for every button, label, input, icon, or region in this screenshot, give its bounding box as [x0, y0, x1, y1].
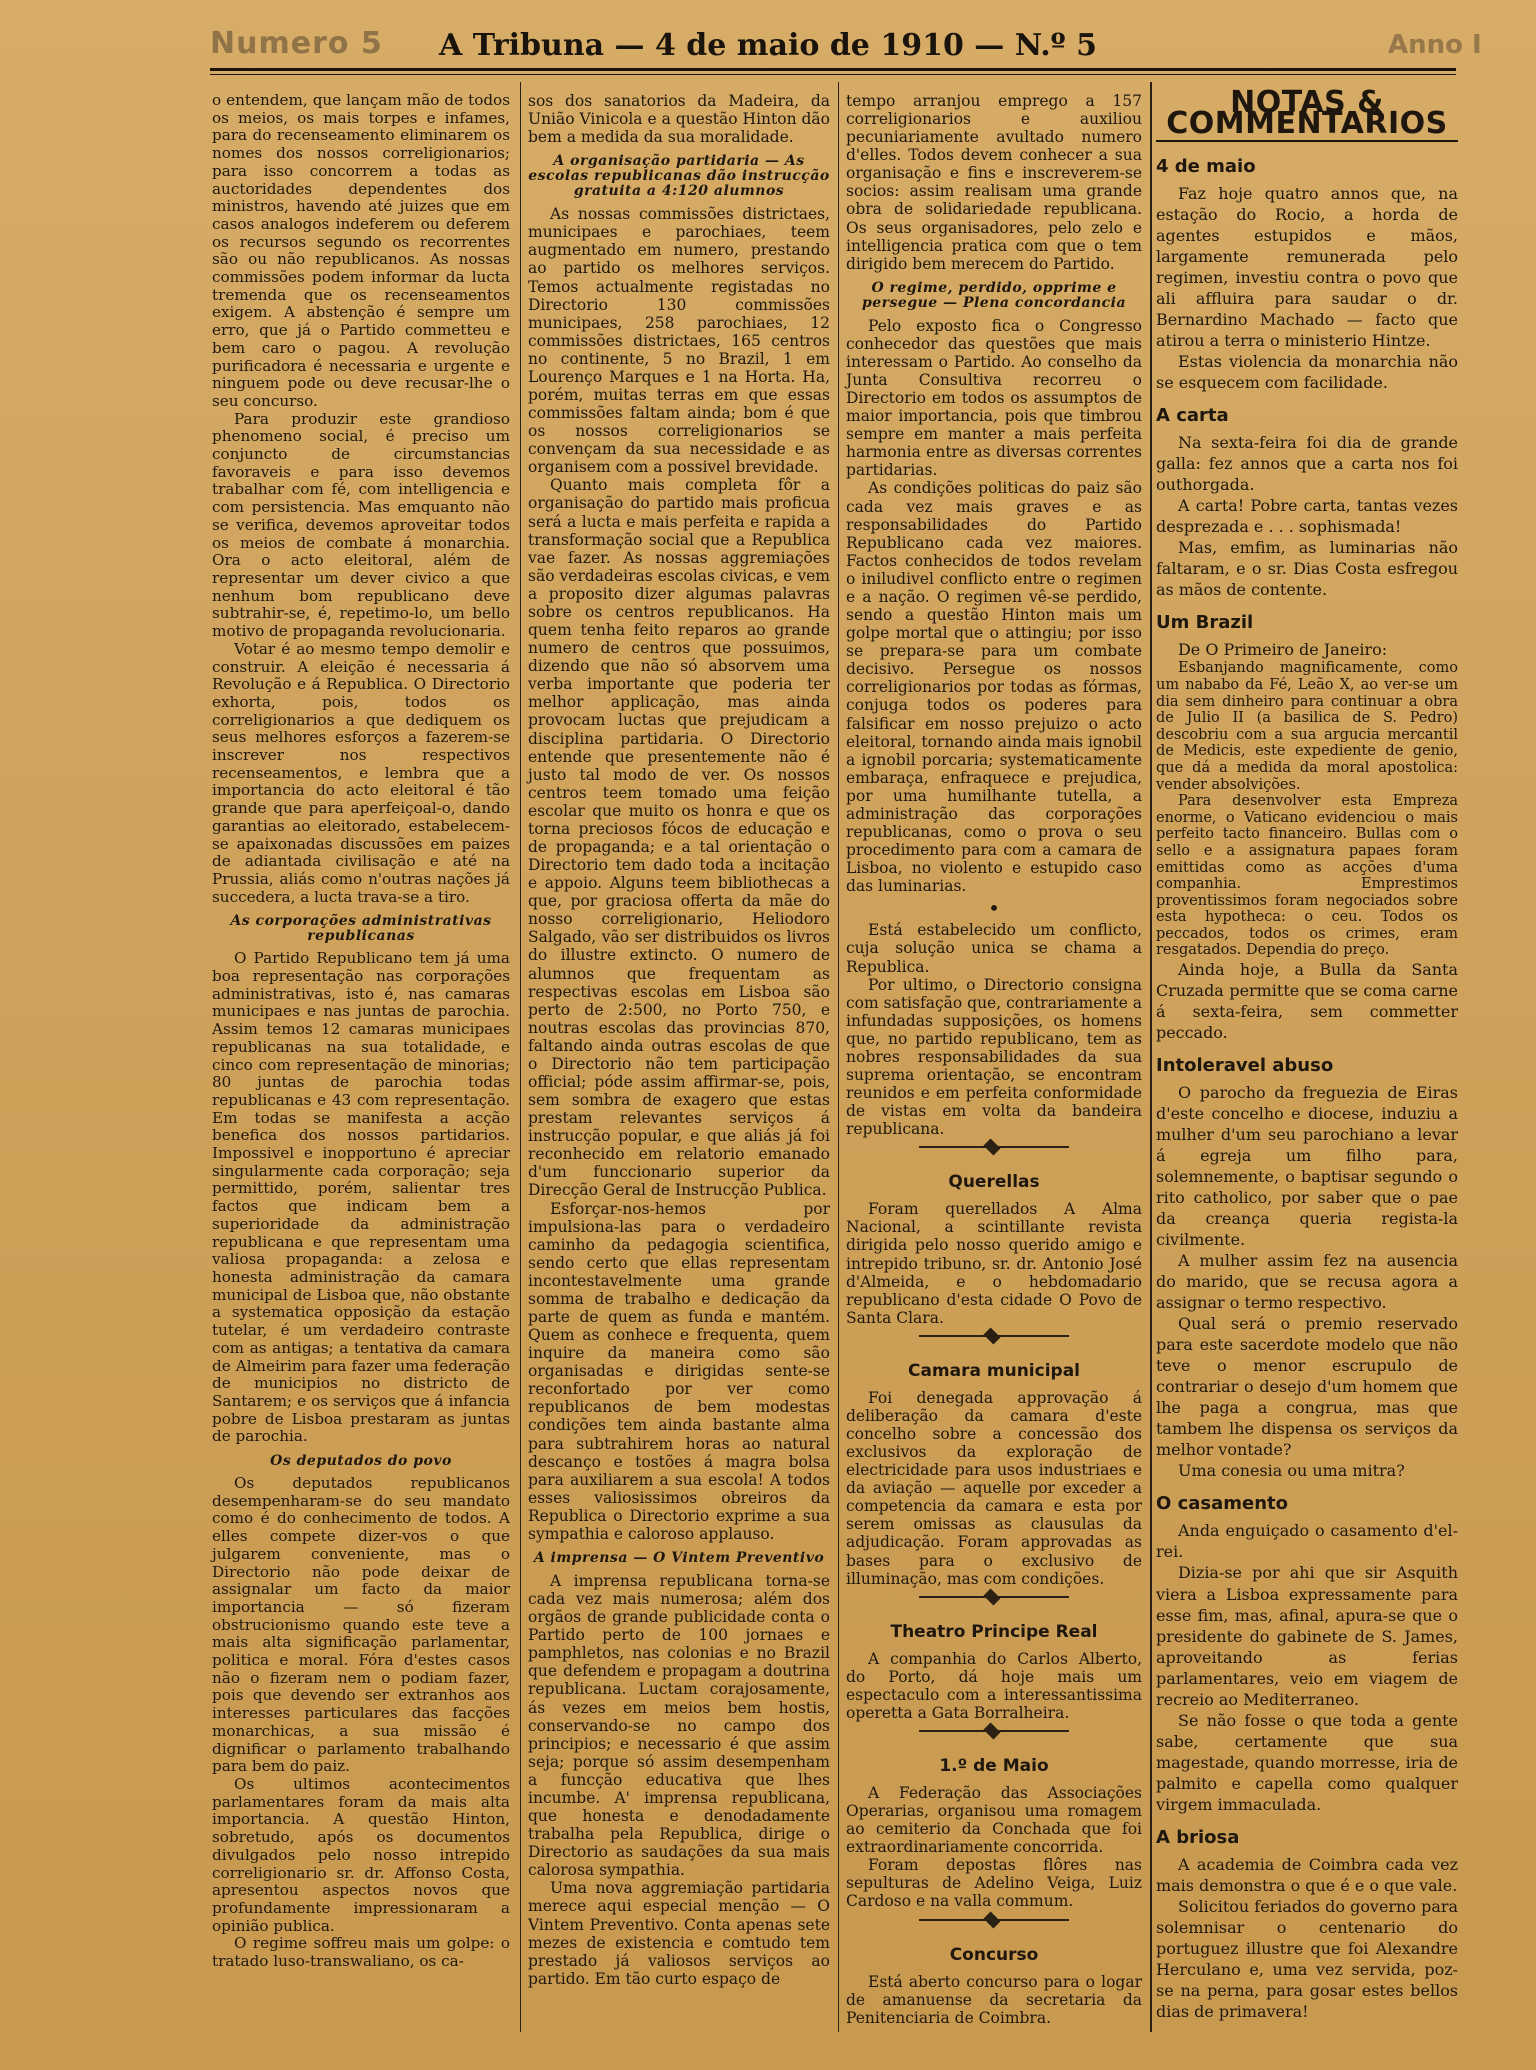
news-heading: Camara municipal [907, 1360, 1081, 1381]
note-heading: Um Brazil [1156, 612, 1254, 634]
paragraph: Se não fosse o que toda a gente sabe, certamente que sua magestade, quando morresse, iria de palmito e capella como qualquer virgem immaculada. [1156, 1710, 1458, 1814]
paragraph: Solicitou feriados do governo para solemnisar o centenario do portuguez illustre que foi Alexandre Herculano e, uma vez servida, poz-se na perna, para gosar estes bellos dias de primavera! [1156, 1896, 1458, 2021]
paragraph: tempo arranjou emprego a 157 correligionarios e auxiliou pecuniariamente avultado numero d'elles. Todos devem conhecer a sua organisação e fins e inscreverem-se socios: assim realisam uma grande obra de solidariedade republicana. Os seus organisadores, pelo zelo e intelligencia pratica com que o tem dirigido bem merecem do Partido. [846, 92, 1142, 273]
column-3 [846, 92, 1142, 2027]
paragraph: De O Primeiro de Janeiro: [1178, 640, 1388, 660]
note-heading: A briosa [1156, 1826, 1240, 1848]
paragraph: O parocho da freguezia de Eiras d'este concelho e diocese, induziu a mulher d'um seu parochiano a levar á egreja um filho para, solemnemente, o baptisar segundo o rito catholico, por saber que o pae da creança queria regista-la civilmente. [1156, 1083, 1458, 1250]
paragraph: Esforçar-nos-hemos por impulsiona-las para o verdadeiro caminho da pedagogia scientifica, sendo certo que ellas representam incontestavelmente uma grande somma de trabalho e dedicação da parte de quem as funda e mantém. Quem as conhece e frequenta, quem inquire da maneira como são organisadas e dirigidas sente-se reconfortado por ver como republicanos de bem modestas condições tem ainda bastante alma para subtrahirem horas ao natural descanço e tostões á magra bolsa para auxiliarem a sua escola! A todos esses valiosissimos obreiros da Republica o Directorio exprime a sua sympathia e caloroso applauso. [528, 1199, 830, 1543]
quoted-paragraph: Esbanjando magnificamente, como um nababo da Fé, Leão X, ao ver-se um dia sem dinheiro para continuar a obra de Julio II (a basilica de S. Pedro) descobriu com a sua argucia mercantil de Medicis, este expediente de genio, que dá a medida da moral apostolica: vender absolvições. [1156, 660, 1458, 793]
column-2 [528, 92, 830, 1988]
page-title: A Tribuna — 4 de maio de 1910 — N.º 5 [438, 28, 1097, 63]
paragraph: Pelo exposto fica o Congresso conhecedor das questões que mais interessam o Partido. Ao conselho da Junta Consultiva recorreu o Directorio em todos os assumptos de maior importancia, pois que timbrou sempre em manter a mais perfeita harmonia entre as diversas correntes partidarias. [846, 316, 1142, 480]
paragraph: Está estabelecido um conflicto, cuja solução unica se chama a Republica. [846, 921, 1142, 976]
paragraph: Mas, emfim, as luminarias não faltaram, e o sr. Dias Costa esfregou as mãos de contente. [1156, 538, 1458, 600]
year-corner: Anno I [1388, 30, 1482, 60]
paragraph: A companhia do Carlos Alberto, do Porto, dá hoje mais um espectaculo com a interessantissima operetta a Gata Borralheira. [846, 1649, 1142, 1722]
news-heading: 1.º de Maio [939, 1756, 1049, 1777]
paragraph: As nossas commissões districtaes, municipaes e parochiaes, teem augmentado em numero, prestando ao partido os melhores serviços. Temos actualmente registadas no Directorio 130 commissões municipaes, 258 parochiaes, 12 commissões districtaes, 165 centros no continente, 5 no Brazil, 1 em Lourenço Marques e 1 na Horta. Ha, porém, muitas terras em que essas commissões faltam ainda; bom é que os nossos correligionarios se convençam da sua necessidade e as organisem com a possivel brevidade. [528, 205, 830, 477]
paragraph: Uma nova aggremiação partidaria merece aqui especial menção — O Vintem Preventivo. Conta apenas sete mezes de existencia e comtudo tem prestado já valiosos serviços ao partido. Em tão curto espaço de [528, 1879, 830, 1988]
dot-divider: • [988, 896, 1000, 921]
note-heading: O casamento [1156, 1493, 1288, 1515]
paragraph: Qual será o premio reservado para este sacerdote modelo que não teve o menor escrupulo de contrariar o desejo d'um homem que lhe paga a congrua, mas que tambem lhe dispensa os serviços da melhor vontade? [1156, 1314, 1458, 1460]
paragraph: Anda enguiçado o casamento d'el-rei. [1156, 1521, 1458, 1562]
paragraph: A imprensa republicana torna-se cada vez mais numerosa; além dos orgãos de grande publicidade conta o Partido perto de 100 jornaes e pamphletos, nas colonias e no Brazil que defendem e propagam a doutrina republicana. Luctam corajosamente, ás vezes em meios bem hostis, conservando-se no campo dos principios; e necessario é que assim seja; porque só assim desempenham a funcção educativa que lhes incumbe. A' imprensa republicana, que honesta e denodadamente trabalha pela Republica, dirige o Directorio as saudações da sua mais calorosa sympathia. [528, 1572, 830, 1880]
ornament-divider [919, 1335, 1069, 1351]
column-1 [212, 92, 510, 1971]
column-4 [1156, 85, 1458, 2022]
note-heading: 4 de maio [1156, 156, 1256, 178]
paragraph: Está aberto concurso para o logar de amanuense da secretaria da Penitenciaria de Coimbra. [846, 1972, 1142, 2027]
paragraph: Dizia-se por ahi que sir Asquith viera a Lisboa expressamente para esse fim, mas, afinal, apura-se que o presidente do gabinete de S. James, aproveitando as ferias parlamentares, veio em viagem de recreio ao Mediterraneo. [1156, 1563, 1458, 1709]
paragraph: Foram querellados A Alma Nacional, a scintillante revista dirigida pelo nosso querido amigo e intrepido tribuno, sr. dr. Antonio José d'Almeida, e o hebdomadario republicano d'esta cidade O Povo de Santa Clara. [846, 1200, 1142, 1327]
news-heading: Concurso [949, 1944, 1039, 1965]
paragraph: Na sexta-feira foi dia de grande galla: fez annos que a carta nos foi outhorgada. [1156, 433, 1458, 495]
paragraph: O Partido Republicano tem já uma boa representação nas corporações administrativas, isto é, nas camaras municipaes e nas juntas de parochia. Assim temos 12 camaras municipaes republicanas na sua totalidade, e cinco com representação de minorias; 80 juntas de parochia todas republicanas e 43 com representação. Em todas se manifesta a acção benefica dos nossos partidarios. Impossivel e inopportuno é apreciar singularmente cada corporação; seja permittido, porém, salientar tres factos que indicam bem a superioridade da administração republicana e que representam uma valiosa propaganda: a zelosa e honesta administração da camara municipal de Lisboa que, não obstante a systematica opposição da estação tutelar, é um verdadeiro contraste com as antigas; a tentativa da camara de Almeirim para fazer uma federação de municipios no districto de Santarem; e os serviços que á infancia pobre de Lisboa prestaram as juntas de parochia. [212, 949, 510, 1446]
section-heading: O regime, perdido, opprime e persegue — Plena concordancia [861, 279, 1127, 311]
header-rule-thin [210, 74, 1456, 75]
section-heading: Os deputados do povo [270, 1453, 452, 1470]
section-heading: As corporações administrativas republicanas [230, 913, 492, 945]
ornament-divider [919, 1146, 1069, 1162]
note-heading: A carta [1156, 405, 1229, 427]
paragraph: Por ultimo, o Directorio consigna com satisfação que, contrariamente a infundadas supposições, os homens que, no partido republicano, tem as nobres responsabilidades da sua suprema orientação, se encontram reunidos e em perfeita conformidade de vistas em volta da bandeira republicana. [846, 975, 1142, 1139]
paragraph: o entendem, que lançam mão de todos os meios, os mais torpes e infames, para do recenseamento eliminarem os nomes dos nossos correligionarios; para isso concorrem a todas as auctoridades dependentes dos ministros, havendo até juizes que em casos analogos indeferem ou deferem os recursos segundo os recorrentes são ou não republicanos. As nossas commissões podem informar da lucta tremenda que os recenseamentos exigem. A abstenção é sempre um erro, que já o Partido commetteu e bem caro o pagou. A revolução purificadora é necessaria e urgente e ninguem pode ou deve recusar-lhe o seu concurso. [212, 91, 510, 410]
column-divider [520, 82, 521, 2032]
ornament-divider [919, 1730, 1069, 1746]
paragraph: O regime soffreu mais um golpe: o tratado luso-transwaliano, os ca- [212, 1934, 510, 1971]
issue-number-corner: Numero 5 [210, 26, 383, 61]
paragraph: Uma conesia ou uma mitra? [1178, 1461, 1405, 1481]
column-divider [838, 82, 839, 2032]
paragraph: Os ultimos acontecimentos parlamentares foram da mais alta importancia. A questão Hinton, sobretudo, após os documentos divulgados pelo nosso intrepido correligionario sr. dr. Affonso Costa, apresentou aspectos novos que profundamente impressionaram a opinião publica. [212, 1774, 510, 1935]
paragraph: A mulher assim fez na ausencia do marido, que se recusa agora a assignar o termo respectivo. [1156, 1251, 1458, 1313]
paragraph: Quanto mais completa fôr a organisação do partido mais proficua será a lucta e mais perfeita e rapida a transformação social que a Republica vae fazer. As nossas aggremiações são verdadeiras escolas civicas, e vem a proposito dizer algumas palavras sobre os centros republicanos. Ha quem tenha feito reparos ao grande numero de centros que possuimos, dizendo que não só absorvem uma verba importante que poderia ter melhor applicação, mas ainda provocam luctas que prejudicam a disciplina partidaria. O Directorio entende que presentemente não é justo tal modo de ver. Os nossos centros teem tomado uma feição escolar que muito os honra e que os torna preciosos fócos de educação e de propaganda; e a tal orientação o Directorio tem dado toda a incitação e appoio. Alguns teem bibliothecas a que, por graciosa offerta da mãe do nosso correligionario, Heliodoro Salgado, vão ser distribuidos os livros do illustre extincto. O numero de alumnos que frequentam as respectivas escolas em Lisboa são perto de 2:500, no Porto 750, e noutras escolas das provincias 870, faltando ainda outras escolas de que o Directorio não tem participação official; póde assim affirmar-se, pois, sem sombra de exagero que estas prestam relevantes serviços á instrucção popular, e que aliás já foi reconhecido em relatorio emanado d'um funccionario superior da Direcção Geral de Instrucção Publica. [528, 476, 830, 1200]
paragraph: Os deputados republicanos desempenharam-se do seu mandato como é do conhecimento de todos. A elles compete dizer-vos o que julgarem conveniente, mas o Directorio não pode deixar de assignalar um facto da maior importancia — só fizeram obstrucionismo quando este teve a mais alta significação parlamentar, politica e moral. Fóra d'estes casos não o fizeram nem o podiam fazer, pois que devendo ser extranhos aos interesses particulares das facções monarchicas, a sua missão é dignificar o parlamento trabalhando para bem do paiz. [212, 1474, 510, 1776]
column-divider [1150, 82, 1152, 2032]
masthead [0, 0, 1536, 64]
note-heading: Intoleravel abuso [1156, 1055, 1334, 1077]
paragraph: sos dos sanatorios da Madeira, da União Vinicola e a questão Hinton dão bem a medida da sua moralidade. [528, 92, 830, 147]
paragraph: As condições politicas do paiz são cada vez mais graves e as responsabilidades do Partido Republicano cada vez maiores. Factos conhecidos de todos revelam o iniludivel conflicto entre o regimen e a nação. O regimen vê-se perdido, sendo a questão Hinton mais um golpe mortal que o attingiu; por isso se prepara-se para um combate decisivo. Persegue os nossos correligionarios por todas as fórmas, conjuga todos os poderes para falsificar em nosso prejuizo o acto eleitoral, tornando ainda mais ignobil a ignobil porcaria; systematicamente embaraça, enfraquece e prejudica, por uma humilhante tutella, a administração das corporações republicanas, como o prova o seu procedimento para com a camara de Lisboa, no violento e estupido caso das luminarias. [846, 479, 1142, 896]
section-banner: NOTAS & COMMENTARIOS [1156, 92, 1458, 142]
header-rule [210, 68, 1456, 71]
paragraph: Para produzir este grandioso phenomeno social, é preciso um conjuncto de circumstancias favoraveis e para isso devemos trabalhar com fé, com intelligencia e com persistencia. Mas emquanto não se verifica, devemos aproveitar todos os meios de combate á monarchia. Ora o acto eleitoral, além de representar um dever civico a que nenhum bom republicano deve subtrahir-se, é, repetimo-lo, um bello motivo de propaganda revolucionaria. [212, 409, 510, 641]
paragraph: Ainda hoje, a Bulla da Santa Cruzada permitte que se coma carne á sexta-feira, sem commetter peccado. [1156, 960, 1458, 1043]
paragraph: Foram depostas flôres nas sepulturas de Adelino Veiga, Luiz Cardoso e na valla commum. [846, 1856, 1142, 1911]
news-heading: Querellas [948, 1172, 1040, 1193]
paragraph: A Federação das Associações Operarias, organisou uma romagem ao cemiterio da Conchada que foi extraordinariamente concorrida. [846, 1784, 1142, 1857]
paragraph: Votar é ao mesmo tempo demolir e construir. A eleição é necessaria á Revolução e á Republica. O Directorio exhorta, pois, todos os correligionarios a que dediquem os seus melhores esforços a fazerem-se inscrever nos respectivos recenseamentos, e lembra que a importancia do acto eleitoral é tão grande que para aperfeiçoal-o, dando garantias ao eleitorado, estabelecem-se apaixonadas discussões em paizes de adiantada civilisação e até na Prussia, aliás como n'outras nações já succedera, a lucta trava-se a tiro. [212, 639, 510, 906]
section-heading: A imprensa — O Vintem Preventivo [533, 1550, 825, 1567]
paragraph: Faz hoje quatro annos que, na estação do Rocio, a horda de agentes estupidos e mãos, largamente remunerada pelo regimen, investiu contra o povo que ali affluira para saudar o dr. Bernardino Machado — facto que atirou a terra o ministerio Hintze. [1156, 184, 1458, 351]
paragraph: A academia de Coimbra cada vez mais demonstra o que é e o que vale. [1156, 1854, 1458, 1895]
quoted-paragraph: Para desenvolver esta Empreza enorme, o Vaticano evidenciou o mais perfeito tacto financeiro. Bullas com o sello e a assignatura papaes foram emittidas como as acções d'uma companhia. Emprestimos proventissimos foram negociados sobre esta hypotheca: o ceu. Todos os peccados, todos os crimes, eram resgatados. Dependia do preço. [1156, 793, 1458, 959]
ornament-divider [919, 1596, 1069, 1612]
paragraph: Foi denegada approvação á deliberação da camara d'este concelho sobre a concessão dos exclusivos da exploração de electricidade para usos industriaes e da aviação — aquelle por exceder a competencia da camara e esta por serem omissas as clausulas da adjudicação. Foram approvadas as bases para o exclusivo de illuminação, mas com condições. [846, 1388, 1142, 1588]
ornament-divider [919, 1919, 1069, 1935]
section-heading: A organisação partidaria — As escolas republicanas dão instrucção gratuita a 4:120 alumnos [528, 153, 830, 200]
paragraph: A carta! Pobre carta, tantas vezes desprezada e . . . sophismada! [1156, 496, 1458, 537]
news-heading: Theatro Principe Real [890, 1621, 1098, 1642]
paragraph: Estas violencia da monarchia não se esquecem com facilidade. [1156, 352, 1458, 393]
